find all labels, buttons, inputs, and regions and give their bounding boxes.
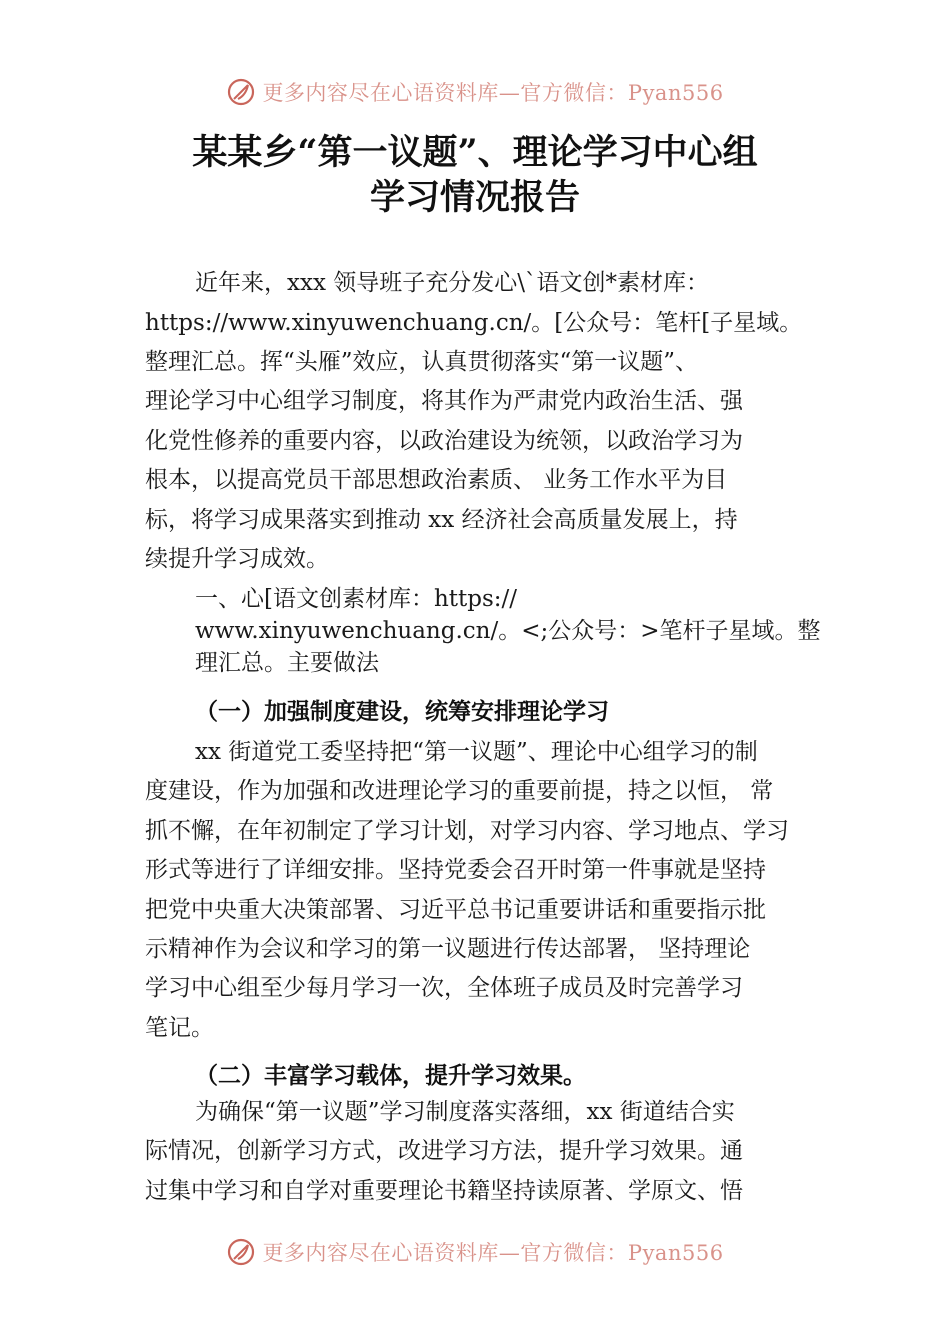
document-title-line-2: 学习情况报告 bbox=[369, 177, 580, 218]
paragraph-line: 抓不懈，在年初制定了学习计划，对学习内容、学习地点、学习 bbox=[145, 818, 789, 844]
paragraph-line: 示精神作为会议和学习的第一议题进行传达部署， 坚持理论 bbox=[145, 936, 751, 962]
paragraph-line: 近年来，xxx 领导班子充分发心\`语文创*素材库： bbox=[195, 270, 709, 296]
paragraph-line: 度建设，作为加强和改进理论学习的重要前提，持之以恒， 常 bbox=[145, 778, 774, 804]
document-title-line-1: 某某乡“第一议题”、理论学习中心组 bbox=[192, 132, 758, 173]
section-heading-line: www.xinyuwenchuang.cn/。<;公众号：>笔杆子星域。整 bbox=[195, 618, 821, 644]
watermark-text: 更多内容尽在心语资料库—官方微信：Pyan556 bbox=[262, 1241, 724, 1265]
watermark-banner-bottom bbox=[0, 1232, 950, 1272]
subsection-heading-2: （二）丰富学习载体，提升学习效果。 bbox=[195, 1063, 586, 1089]
paragraph-line: 学习中心组至少每月学习一次，全体班子成员及时完善学习 bbox=[145, 975, 743, 1001]
paragraph-line: 把党中央重大决策部署、习近平总书记重要讲话和重要指示批 bbox=[145, 897, 766, 923]
paragraph-line: 续提升学习成效。 bbox=[145, 546, 329, 572]
paragraph-line: xx 街道党工委坚持把“第一议题”、理论中心组学习的制 bbox=[195, 739, 758, 765]
paragraph-line: 化党性修养的重要内容，以政治建设为统领，以政治学习为 bbox=[145, 428, 743, 454]
paragraph-line: 理论学习中心组学习制度，将其作为严肃党内政治生活、强 bbox=[145, 388, 743, 414]
paragraph-line: 标，将学习成果落实到推动 xx 经济社会高质量发展上，持 bbox=[145, 507, 738, 533]
paragraph-line: 笔记。 bbox=[145, 1015, 214, 1041]
subsection-heading-1: （一）加强制度建设，统筹安排理论学习 bbox=[195, 699, 609, 725]
paragraph-line: 形式等进行了详细安排。坚持党委会召开时第一件事就是坚持 bbox=[145, 857, 766, 883]
paragraph-line: 为确保“第一议题”学习制度落实落细，xx 街道结合实 bbox=[195, 1099, 735, 1125]
section-heading-line: 理汇总。主要做法 bbox=[195, 650, 379, 676]
watermark-text: 更多内容尽在心语资料库—官方微信：Pyan556 bbox=[262, 81, 724, 105]
paragraph-line: 际情况，创新学习方式，改进学习方法，提升学习效果。通 bbox=[145, 1138, 743, 1164]
paragraph-line: 根本，以提高党员干部思想政治素质、 业务工作水平为目 bbox=[145, 467, 728, 493]
quill-logo-icon bbox=[226, 1237, 256, 1267]
paragraph-line: 过集中学习和自学对重要理论书籍坚持读原著、学原文、悟 bbox=[145, 1178, 743, 1204]
watermark-banner-top bbox=[0, 72, 950, 112]
quill-logo-icon bbox=[226, 77, 256, 107]
section-heading-line: 一、心[语文创素材库：https:// bbox=[195, 586, 518, 612]
paragraph-line: https://www.xinyuwenchuang.cn/。[公众号：笔杆[子星域。 bbox=[145, 310, 803, 336]
paragraph-line: 整理汇总。挥“头雁”效应，认真贯彻落实“第一议题”、 bbox=[145, 349, 699, 375]
